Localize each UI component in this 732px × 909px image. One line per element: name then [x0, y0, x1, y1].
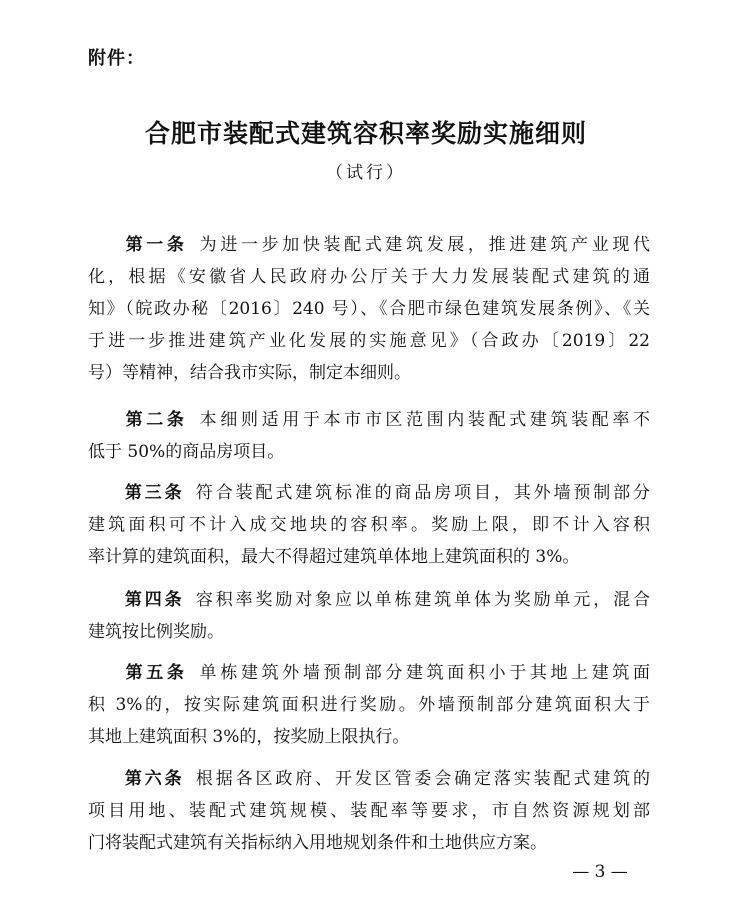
article-3-text: 符合装配式建筑标准的商品房项目，其外墙预制部分: [192, 483, 651, 503]
article-1-line-4: 于进一步推进建筑产业化发展的实施意见》（合政办〔2019〕22: [88, 331, 650, 351]
article-3-line-1: [88, 480, 650, 506]
article-3-line-2: 建筑面积可不计入成交地块的容积率。奖励上限，即不计入容积: [88, 515, 650, 535]
article-6-line-2: 项目用地、装配式建筑规模、装配率等要求，市自然资源规划部: [88, 801, 650, 821]
article-4-line-2: 建筑按比例奖励。: [88, 622, 224, 642]
document-subtitle: （试行）: [326, 163, 406, 183]
article-6-heading: 第六条: [122, 769, 185, 789]
article-5-heading: 第五条: [122, 663, 188, 683]
attachment-label: 附件：: [88, 48, 145, 69]
article-1-heading: 第一条: [122, 235, 188, 255]
article-4-line-1: [88, 587, 650, 613]
article-5-text: 单栋建筑外墙预制部分建筑面积小于其地上建筑面: [196, 663, 651, 683]
article-6-text: 根据各区政府、开发区管委会确定落实装配式建筑的: [192, 769, 651, 789]
article-1-text: 为进一步加快装配式建筑发展，推进建筑产业现代: [196, 235, 651, 255]
article-2-text: 本细则适用于本市市区范围内装配式建筑装配率不: [196, 410, 651, 430]
article-3-line-3: 率计算的建筑面积，最大不得超过建筑单体地上建筑面积的 3%。: [88, 547, 580, 567]
article-1-line-1: [88, 232, 650, 258]
article-2-line-1: [88, 407, 650, 433]
article-4-heading: 第四条: [122, 590, 185, 610]
article-2-heading: 第二条: [122, 410, 188, 430]
article-1-line-2: 化，根据《安徽省人民政府办公厅关于大力发展装配式建筑的通: [88, 267, 650, 287]
article-4-text: 容积率奖励对象应以单栋建筑单体为奖励单元，混合: [192, 590, 651, 610]
article-6-line-1: [88, 766, 650, 792]
page-number: — 3 —: [572, 862, 628, 882]
article-5-line-1: [88, 660, 650, 686]
article-1-line-5: 号）等精神，结合我市实际，制定本细则。: [88, 363, 411, 383]
article-2-line-2: 低于 50%的商品房项目。: [88, 442, 285, 462]
article-5-line-3: 其地上建筑面积 3%的，按奖励上限执行。: [88, 727, 410, 747]
article-3-heading: 第三条: [122, 483, 185, 503]
article-6-line-3: 门将装配式建筑有关指标纳入用地规划条件和土地供应方案。: [88, 833, 547, 853]
article-5-line-2: 积 3%的，按实际建筑面积进行奖励。外墙预制部分建筑面积大于: [88, 695, 650, 715]
document-title: 合肥市装配式建筑容积率奖励实施细则: [144, 119, 587, 148]
article-1-line-3: 知》（皖政办秘〔2016〕240 号）、《合肥市绿色建筑发展条例》、《关: [88, 299, 650, 319]
